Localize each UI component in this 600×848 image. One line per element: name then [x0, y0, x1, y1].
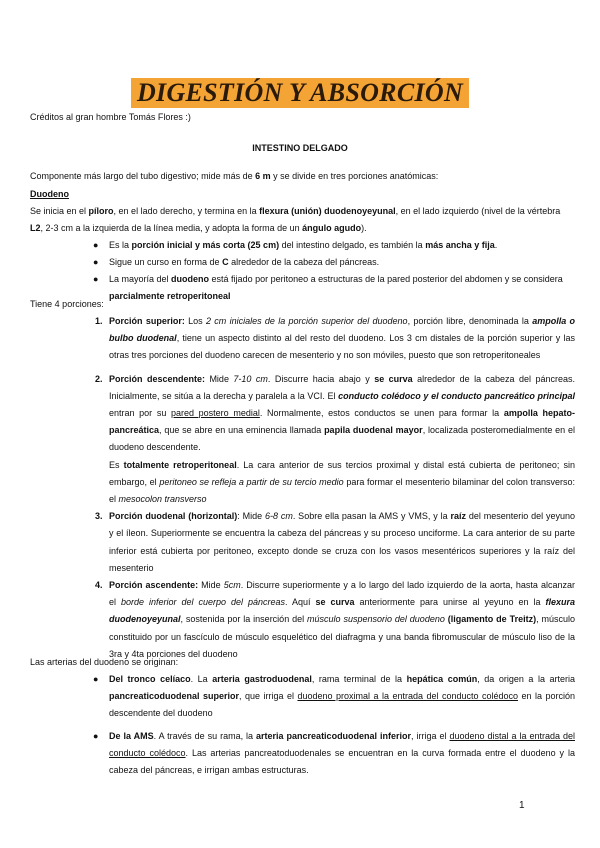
a1-t5: hepática común — [406, 674, 478, 684]
p2-s5: para formar el mesenterio bilaminar del colon transverso: el — [109, 476, 575, 505]
b1-b: porción inicial y más corta (25 cm) — [131, 240, 280, 250]
a2-t3: arteria pancreaticoduodenal inferior — [256, 731, 412, 741]
a1-t4: , rama terminal de la — [311, 674, 407, 684]
credits-line: Créditos al gran hombre Tomás Flores :) — [30, 112, 191, 122]
intro-paragraph — [30, 168, 575, 185]
p2-t4: se curva — [374, 373, 413, 384]
p1-t3: , porción libre, denominada la — [407, 316, 533, 326]
b1-c: del intestino delgado, es también la — [279, 240, 426, 250]
a1-t10: en la porción descendente del duodeno — [109, 691, 575, 718]
list-item — [93, 671, 576, 722]
p2-sub-paragraph — [109, 457, 575, 509]
b3-a: La mayoría del — [109, 274, 172, 284]
desc-angulo: ángulo agudo — [302, 222, 362, 233]
tiene-label: Tiene 4 porciones: — [30, 299, 104, 309]
a1-t7: pancreaticoduodenal superior — [109, 691, 240, 701]
portion-superior — [95, 313, 576, 365]
a1-t6: , da origen a la arteria — [477, 674, 576, 684]
p4-title: Porción ascendente: — [109, 580, 199, 591]
p2-title: Porción descendente: — [109, 373, 205, 384]
p4-t5: . Aquí — [285, 597, 316, 608]
portions-list — [95, 313, 576, 663]
a1-t3: arteria gastroduodenal — [212, 674, 312, 684]
bullet-icon: ● — [93, 257, 99, 267]
desc-g: , 2-3 cm a la izquierda de la línea media, y adopta la forma de un — [40, 222, 303, 233]
p2-s6: mesocolon transverso — [118, 494, 207, 505]
portion-descendente — [95, 371, 575, 509]
p2-t6: conducto colédoco y el conducto pancreático principal — [338, 390, 575, 401]
duodeno-bullets — [93, 237, 575, 305]
p2-t3: . Discurre hacia abajo y — [267, 373, 375, 384]
p4-t3: . Discurre superiormente y a lo largo del lado izquierdo de la aorta, hasta alcanzar el — [109, 580, 575, 608]
p2-s2: totalmente retroperitoneal — [123, 459, 237, 470]
p4-t6: se curva — [315, 597, 355, 608]
p3-t5: del mesenterio del yeyuno y el íleon. Superiormente se encuentra la cabeza del páncreas y su proceso unciforme. La cara anterior de su parte inferior está cubierta por peritoneo, excepto donde se cruza con los vasos mesentéricos superiores y la raíz del mesenterio — [109, 511, 575, 573]
duodeno-heading: Duodeno — [30, 189, 69, 199]
num: 1. — [95, 316, 103, 326]
bullet-icon: ● — [93, 731, 99, 741]
desc-c: , en el lado derecho, y termina en la — [113, 206, 260, 216]
desc-a: Se inicia en el — [30, 206, 89, 216]
p3-t4: raíz — [450, 511, 466, 522]
intro-text-2: y se divide en tres porciones anatómicas: — [270, 171, 439, 181]
arterias-intro: Las arterias del duodeno se originan: — [30, 657, 179, 667]
desc-flexura: flexura (unión) duodenoyeyunal — [259, 206, 396, 216]
p3-t1: : Mide — [237, 511, 265, 522]
a1-t1: Del tronco celíaco — [109, 674, 191, 684]
num: 3. — [95, 511, 103, 522]
b3-b: duodeno — [171, 274, 210, 284]
p4-t7: anteriormente para unirse al yeyuno en la — [354, 597, 546, 608]
p4-t13: , músculo constituido por un fascículo de músculo esquelético del diafragma y una banda fibromuscular de músculo liso de la 3ra y 4ta porciones del duodeno — [109, 614, 575, 659]
p2-t11: , que se abre en una eminencia llamada — [159, 425, 325, 436]
p3-t3: . Sobre ella pasan la AMS y VMS, y la — [292, 511, 451, 522]
arterias-list — [93, 671, 576, 779]
intro-text-1: Componente más largo del tubo digestivo; mide más de — [30, 171, 256, 181]
list-item — [93, 728, 575, 779]
p2-t9: . Normalmente, estos conductos se unen para formar la — [259, 408, 504, 419]
bullet-icon: ● — [93, 674, 99, 684]
a2-t4: , irriga el — [411, 731, 450, 741]
p2-t12: papila duodenal mayor — [324, 425, 423, 436]
p4-t12: (ligamento de Treitz) — [447, 614, 537, 625]
intro-length: 6 m — [255, 171, 271, 181]
p2-s4: peritoneo se refleja a partir de su tercio medio — [159, 476, 344, 487]
p2-t8: pared postero medial — [171, 408, 260, 419]
p2-t7: entran por su — [109, 408, 171, 419]
a2-t1: De la AMS — [109, 731, 154, 741]
bullet-icon: ● — [93, 274, 99, 284]
p1-t1: Los — [184, 316, 206, 326]
b1-a: Es la — [109, 240, 132, 250]
p4-t8: flexura duodenoyeyunal — [109, 597, 575, 625]
b1-d: más ancha y fija — [425, 240, 495, 250]
b3-c: está fijado por peritoneo a estructuras de la pared posterior del abdomen y se considera — [209, 274, 563, 284]
p2-t2: 7-10 cm — [233, 373, 268, 384]
portion-ascendente — [95, 577, 575, 663]
a2-t6: . Las arterias pancreatoduodenales se encuentran en la curva formada entre el duodeno y la cabeza del páncreas, e irrigan ambas estructuras. — [109, 748, 575, 775]
a1-t8: , que irriga el — [239, 691, 298, 701]
p2-t5: alrededor de la cabeza del páncreas. Inicialmente, se sitúa a la derecha y paralela a la VCI. El — [109, 373, 575, 401]
desc-e: , en el lado izquierdo (nivel de la vértebra — [395, 206, 561, 216]
p1-t5: , tiene un aspecto distinto al del resto del duodeno. Los 3 cm distales de la porción superior y las otras tres porciones del duodeno carecen de mesenterio y no son móviles, puesto que son retroperitoneales — [109, 333, 575, 361]
p4-t1: Mide — [198, 580, 224, 591]
desc-i: ). — [361, 222, 367, 233]
p1-t4: ampolla o bulbo duodenal — [109, 316, 576, 344]
a2-t5: duodeno distal a la entrada del conducto colédoco — [109, 731, 575, 758]
p4-t10: músculo suspensorio del duodeno — [307, 614, 445, 625]
p4-t9: , sostenida por la inserción del — [180, 614, 308, 625]
b2-a: Sigue un curso en forma de — [109, 257, 223, 267]
page-number: 1 — [519, 800, 525, 811]
portion-horizontal — [95, 508, 575, 577]
p2-s3: . La cara anterior de sus tercios proximal y distal está cubierta de peritoneo; sin embargo, el — [109, 459, 575, 487]
list-item — [93, 271, 575, 305]
p1-title: Porción superior: — [109, 316, 185, 326]
page-title: DIGESTIÓN Y ABSORCIÓN — [131, 78, 469, 108]
num: 2. — [95, 373, 103, 384]
title-block — [0, 78, 600, 108]
p2-t1: Mide — [204, 373, 234, 384]
b3-d: parcialmente retroperitoneal — [109, 291, 231, 301]
a2-t2: . A través de su rama, la — [153, 731, 257, 741]
bullet-icon: ● — [93, 240, 99, 250]
duodeno-description — [30, 203, 575, 236]
a1-t9: duodeno proximal a la entrada del conducto colédoco — [297, 691, 519, 701]
p2-s1: Es — [109, 459, 124, 470]
p4-t4: borde inferior del cuerpo del páncreas — [121, 597, 286, 608]
p2-t13: , localizada posteromedialmente en el duodeno descendente. — [109, 425, 575, 453]
b2-b: C — [222, 257, 229, 267]
desc-l2: L2 — [30, 222, 41, 233]
list-item — [93, 254, 575, 271]
section-title: INTESTINO DELGADO — [252, 143, 348, 153]
b2-c: alrededor de la cabeza del páncreas. — [228, 257, 380, 267]
p3-title: Porción duodenal (horizontal) — [109, 511, 238, 522]
list-item — [93, 237, 575, 254]
p1-t2: 2 cm iniciales de la porción superior del duodeno — [205, 316, 408, 326]
p3-t2: 6-8 cm — [264, 511, 293, 522]
b1-e: . — [494, 240, 498, 250]
num: 4. — [95, 580, 103, 591]
a1-t2: . La — [190, 674, 213, 684]
desc-piloro: píloro — [88, 206, 114, 216]
p4-t2: 5cm — [223, 580, 241, 591]
p2-t10: ampolla hepato-pancreática — [109, 408, 575, 436]
